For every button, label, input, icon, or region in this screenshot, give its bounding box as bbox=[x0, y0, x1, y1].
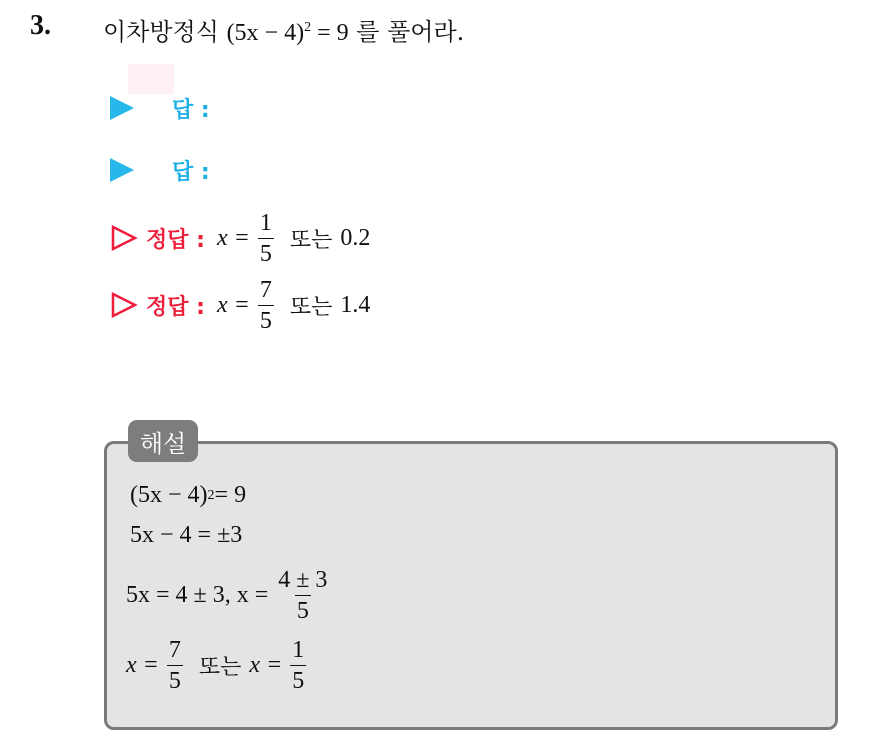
explanation-line-3 bbox=[126, 568, 337, 623]
answer-row-1[interactable] bbox=[110, 88, 210, 128]
equation-base: (5x − 4) bbox=[226, 20, 305, 46]
play-triangle-icon bbox=[110, 158, 134, 182]
connector-text: 또는 bbox=[289, 227, 333, 253]
answer-label: 답 : bbox=[172, 159, 210, 185]
solution-alt-value: 0.2 bbox=[340, 224, 371, 251]
equation-rest: = 9 bbox=[311, 20, 349, 46]
line4-fraction-1 bbox=[167, 638, 183, 693]
outline-triangle-icon bbox=[110, 291, 138, 319]
connector-text: 또는 bbox=[198, 655, 242, 680]
question-tail: 를 풀어라. bbox=[348, 18, 465, 46]
question-equation bbox=[227, 20, 349, 46]
explanation-line-4 bbox=[126, 638, 314, 693]
solution-expression bbox=[217, 278, 370, 333]
fraction-denominator: 5 bbox=[167, 665, 183, 693]
answer-label: 답 : bbox=[172, 97, 210, 123]
outline-triangle-icon bbox=[110, 224, 138, 252]
fraction-denominator: 5 bbox=[295, 595, 311, 623]
question-number: 3. bbox=[30, 10, 51, 41]
answer-row-2[interactable] bbox=[110, 150, 210, 190]
equation-exponent: 2 bbox=[304, 20, 312, 35]
line4-lhs-2: x = bbox=[249, 652, 283, 678]
fraction-numerator: 7 bbox=[259, 276, 272, 303]
line3-fraction bbox=[276, 568, 329, 623]
fraction-denominator: 5 bbox=[258, 238, 274, 266]
fraction-numerator: 7 bbox=[168, 637, 181, 663]
line1-base: (5x − 4) bbox=[130, 482, 208, 508]
line1-exponent: 2 bbox=[207, 487, 215, 503]
explanation-line-1 bbox=[130, 482, 246, 509]
play-triangle-icon bbox=[110, 96, 134, 120]
solution-alt-value: 1.4 bbox=[340, 291, 371, 318]
line1-rest: = 9 bbox=[214, 482, 247, 508]
solution-lhs: x = bbox=[216, 291, 250, 318]
solution-lhs: x = bbox=[216, 224, 250, 251]
solution-label: 정답 : bbox=[146, 227, 205, 253]
line3-lhs: 5x = 4 ± 3, x = bbox=[126, 582, 269, 608]
fraction-numerator: 4 ± 3 bbox=[278, 567, 328, 593]
solution-row-1 bbox=[110, 203, 370, 273]
fraction-denominator: 5 bbox=[290, 665, 306, 693]
line4-lhs-1: x = bbox=[126, 652, 159, 678]
solution-fraction bbox=[258, 278, 274, 333]
solution-label: 정답 : bbox=[146, 294, 205, 320]
solution-expression bbox=[217, 211, 370, 266]
solution-row-2 bbox=[110, 270, 370, 340]
fraction-numerator: 1 bbox=[259, 209, 272, 236]
fraction-numerator: 1 bbox=[292, 637, 305, 663]
solution-fraction bbox=[258, 211, 274, 266]
fraction-denominator: 5 bbox=[258, 305, 274, 333]
line4-fraction-2 bbox=[290, 638, 306, 693]
explanation-line-2: 5x − 4 = ±3 bbox=[130, 522, 243, 548]
question-lead: 이차방정식 bbox=[103, 18, 227, 46]
question-text bbox=[103, 12, 464, 47]
connector-text: 또는 bbox=[289, 294, 333, 320]
explanation-tag: 해설 bbox=[128, 420, 198, 462]
